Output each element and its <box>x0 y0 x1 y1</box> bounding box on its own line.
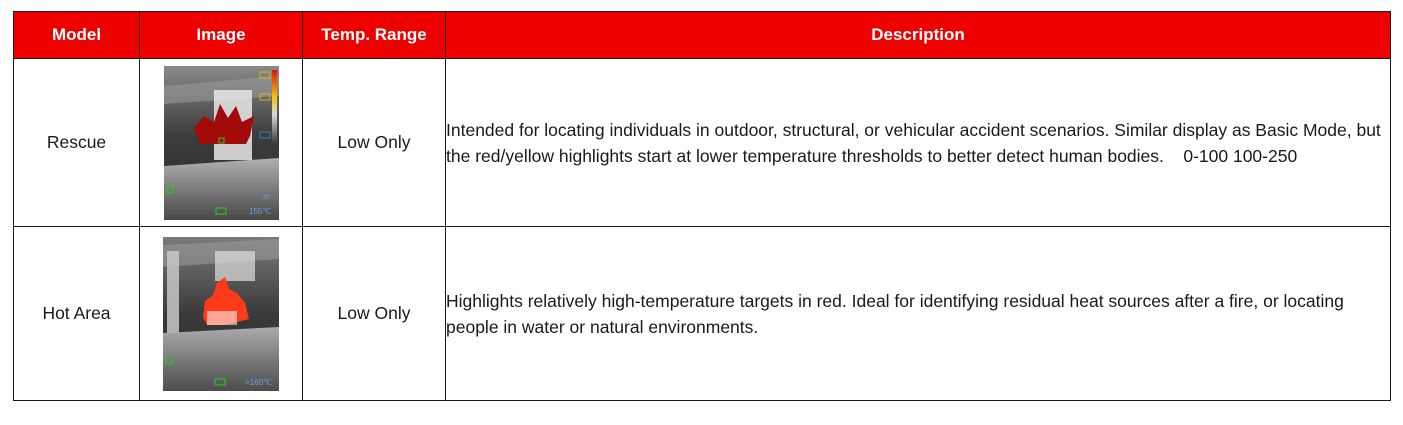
temp-range-cell: Low Only <box>303 227 446 401</box>
model-cell: Rescue <box>14 59 140 227</box>
header-description: Description <box>446 12 1391 59</box>
modes-table <box>13 11 1391 401</box>
rescue-temp-readout: 155℃ <box>248 206 271 216</box>
header-image: Image <box>140 12 303 59</box>
temp-range-cell: Low Only <box>303 59 446 227</box>
header-row <box>14 12 1391 59</box>
model-cell: Hot Area <box>14 227 140 401</box>
header-temp-range: Temp. Range <box>303 12 446 59</box>
image-cell <box>140 227 303 401</box>
svg-text:-20: -20 <box>260 194 270 201</box>
hot-area-thermal-image <box>163 237 279 391</box>
table-row <box>14 59 1391 227</box>
image-cell <box>140 59 303 227</box>
table-row <box>14 227 1391 401</box>
hot-area-temp-readout: >160℃ <box>245 377 273 387</box>
description-cell: Intended for locating individuals in outdoor, structural, or vehicular accident scenarios. Similar display as Basic Mode, but the red/yellow highlights start at lower temperature thresholds to better detect human bodies. 0-100 100-250 <box>446 59 1391 227</box>
header-model: Model <box>14 12 140 59</box>
description-cell: Highlights relatively high-temperature targets in red. Ideal for identifying residual heat sources after a fire, or locating people in water or natural environments. <box>446 227 1391 401</box>
rescue-thermal-image <box>164 66 279 220</box>
